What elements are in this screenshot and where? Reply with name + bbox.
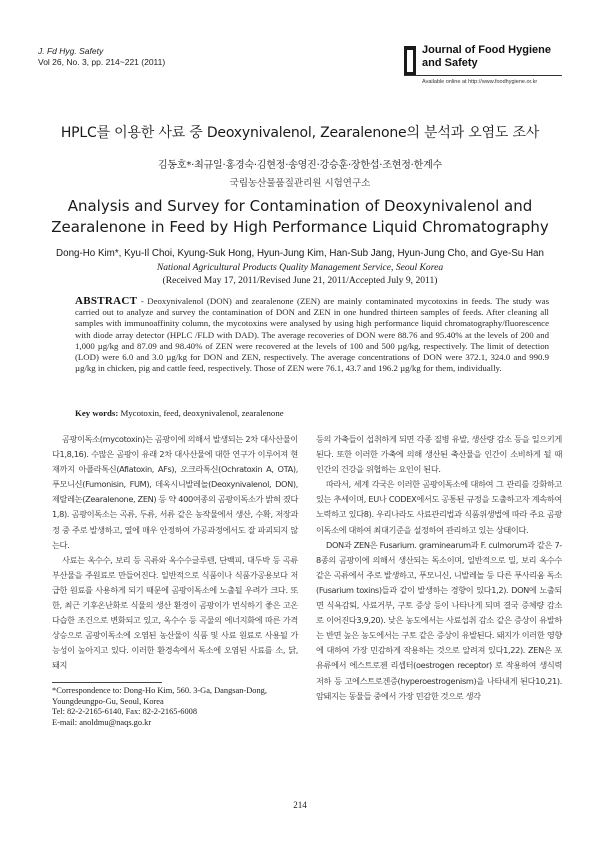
footnote-email: E-mail: anoldmu@naqs.go.kr (52, 717, 152, 727)
footnote-divider (52, 682, 162, 683)
journal-name: J. Fd Hyg. Safety (38, 46, 104, 56)
body-paragraph: DON과 ZEN은 Fusarium. graminearum과 F. culmorum과 같은 7-8종의 곰팡이에 의해서 생산되는 독소이며, 일반적으로 밀, 보리 옥수수 같은 곡류에서 주로 발생하고, 푸모니신, 니발레놀 등 다른 푸사리움 독소(Fusarium toxins)들과 같이 발생하는 경향이 있다1,2). DON에 노출되면 식욕감퇴, 사료거부, 구토 증상 등이 나타나게 되며 결국 증체량 감소로 이어진다3,9,20). 낮은 농도에서는 사료섭취 감소 같은 증상이 유발하는 반면 높은 농도에서는 구토 같은 증상이 유발된다. 돼지가 이러한 영향에 대하여 가장 민감하게 작용하는 것으로 알려져 있다1,22). ZEN은 포유류에서 에스트로젠 리셉터(oestrogen receptor) 로 작용하여 생식력 저하 등 고에스트로겐증(hyperoestrogenism)을 나타내게 된다10,21). 암돼지는 동물들 중에서 가장 민감한 것으로 생각 (316, 539, 562, 701)
keywords (75, 408, 549, 418)
keywords-text: Mycotoxin, feed, deoxynivalenol, zearalenone (118, 408, 284, 418)
footnote-address: *Correspondence to: Dong-Ho Kim, 560. 3-Ga, Dangsan-Dong, Youngdeungpo-Gu, Seoul, Korea (52, 686, 267, 706)
keywords-label: Key words: (75, 408, 119, 418)
journal-logo-icon (404, 46, 416, 76)
korean-title: HPLC를 이용한 사료 중 Deoxynivalenol, Zearalenone의 분석과 오염도 조사 (60, 125, 540, 141)
correspondence-footnote (52, 686, 302, 728)
journal-logo (404, 44, 560, 100)
body-paragraph: 사료는 옥수수, 보리 등 곡류와 옥수수글루텐, 단백피, 대두박 등 곡류 부산물을 주원료로 만들어진다. 일반적으로 식품이나 식품가공용보다 저급한 원료를 사용하게 되기 때문에 곰팡이독소에 노출될 우려가 크다. 또한, 최근 기후온난화로 식물의 생산 환경이 곰팡이가 번식하기 좋은 고온다습한 조건으로 변화되고 있고, 옥수수 등 곡물의 에너지화에 따른 가격 상승으로 곰팡이독소에 오염된 농산물이 식품 및 사료 원료로 사용될 가능성이 높아지고 있다. 이러한 환경속에서 독소에 오염된 사료를 소, 닭, 돼지 (52, 554, 298, 671)
abstract-heading: ABSTRACT (75, 295, 138, 307)
journal-header (38, 46, 165, 68)
journal-citation: Vol 26, No. 3, pp. 214~221 (2011) (38, 57, 166, 67)
english-affiliation: National Agricultural Products Quality Management Service, Seoul Korea (156, 262, 444, 273)
logo-online-url: Available online at http://www.foodhygiene.or.kr (422, 79, 538, 85)
logo-title (422, 44, 551, 70)
logo-title-line2: and Safety (422, 57, 478, 69)
received-dates: (Received May 17, 2011/Revised June 21, 2011/Accepted July 9, 2011) (162, 275, 438, 286)
body-paragraph: 따라서, 세계 각국은 이러한 곰팡이독소에 대하여 그 관리를 강화하고 있는 추세이며, EU나 CODEX에서도 공통된 규정을 도출하고자 계속하여 노력하고 있다8). 우리나라도 사료관리법과 식품위생법에 따라 주요 곰팡이독소에 대하여 최대기준을 설정하여 관리하고 있는 상태이다. (316, 479, 562, 535)
body-column-left (52, 432, 298, 674)
english-authors: Dong-Ho Kim*, Kyu-Il Choi, Kyung-Suk Hong, Hyun-Jung Kim, Han-Sub Jang, Hyun-Jung Cho, and Gye-Su Han (56, 248, 544, 259)
body-paragraph: 등의 가축들이 섭취하게 되면 각종 질병 유발, 생산량 감소 등을 일으키게 된다. 또한 이러한 가축에 의해 생산된 축산물을 인간이 소비하게 될 때 인간의 건강을 위협하는 요인이 된다. (316, 434, 562, 475)
page-number: 214 (293, 800, 307, 810)
logo-divider (404, 75, 562, 76)
abstract (75, 296, 549, 374)
abstract-body: - Deoxynivalenol (DON) and zearalenone (ZEN) are mainly contaminated mycotoxins in feeds. The study was carried out to analyze and survey the contamination of DON and ZEN in one hundred thirteen samples of feeds. After cleaning all samples with immunoaffinity column, the mycotoxins were analysed by using high performance liquid chromatography/fluorescence with diode array detector (HPLC /FLD with DAD). The average recoveries of DON were 88.76 and 95.40% at the levels of 200 and 1,000 µg/kg and 87.09 and 98.40% of ZEN were recovered at the levels of 100 and 500 µg/kg, respectively. The limit of detection (LOD) were 6.0 and 3.0 µg/kg for DON and ZEN, respectively. The average concentrations of DON were 372.1, 324.0 and 990.9 µg/kg in chicken, pig and cattle feed, respectively. Those of ZEN were 76.1, 43.7 and 196.2 µg/kg for them, individually. (75, 296, 549, 374)
body-paragraph: 곰팡이독소(mycotoxin)는 곰팡이에 의해서 발생되는 2차 대사산물이다1,8,16). 수많은 곰팡이 유래 2차 대사산물에 대한 연구가 이루어져 현재까지 아플라톡신(Aflatoxin, AFs), 오크라톡신(Ochratoxin A, OTA), 푸모니신(Fumonisin, FUM), 데옥시니발레놀(Deoxynivalenol, DON), 제랄레논(Zearalenone, ZEN) 등 약 400여종의 곰팡이독소가 밝혀 졌다1,8). 곰팡이독소는 곡류, 두류, 서류 같은 농작물에서 생산, 수확, 저장과정 중 주로 발생하고, 열에 매우 안정하여 가공과정에서도 잘 파괴되지 않는다. (52, 434, 298, 550)
korean-authors: 김동호*·최규일·홍경숙·김현정·송영진·강승훈·장한섭·조현정·한계수 (157, 160, 443, 171)
english-title: Analysis and Survey for Contamination of Deoxynivalenol and Zearalenone in Feed by High Performance Liquid Chromatography (51, 197, 549, 236)
korean-affiliation: 국립농산물품질관리원 시험연구소 (229, 178, 371, 189)
logo-title-line1: Journal of Food Hygiene (422, 44, 551, 56)
footnote-phone: Tel: 82-2-2165-6140, Fax: 82-2-2165-6008 (52, 707, 198, 717)
body-column-right (316, 432, 562, 704)
